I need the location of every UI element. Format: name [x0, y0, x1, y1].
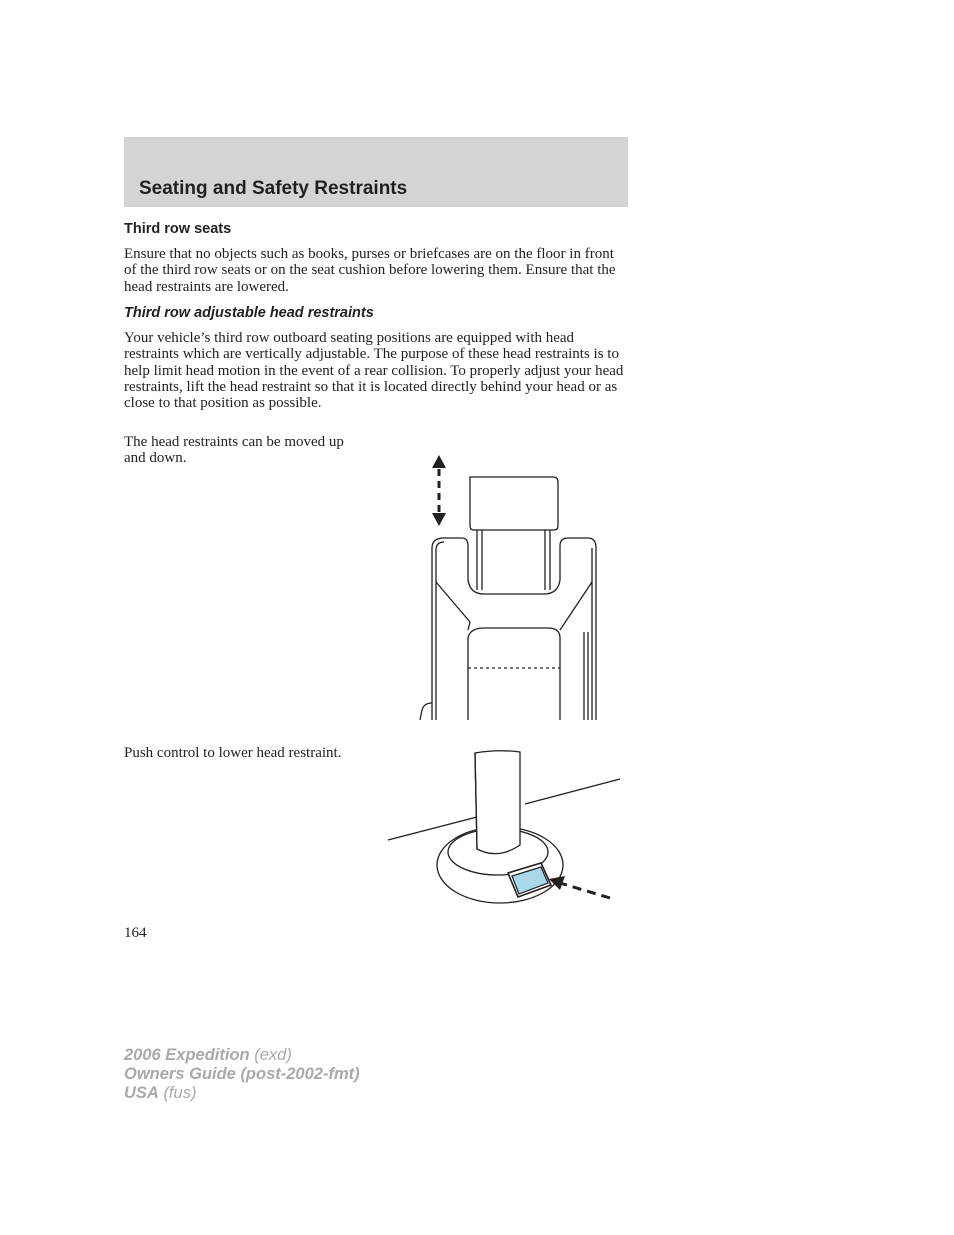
head-restraints-heading: Third row adjustable head restraints: [124, 305, 374, 321]
page-number: 164: [124, 925, 147, 941]
section-title: Seating and Safety Restraints: [139, 178, 408, 199]
footer-market-code: (fus): [163, 1084, 197, 1102]
footer-guide: Owners Guide (post-2002-fmt): [124, 1065, 360, 1083]
third-row-seats-paragraph: Ensure that no objects such as books, purses or briefcases are on the floor in front of the third row seats or on the seat cushion before lowering them. Ensure that the head restraints are lowered.: [124, 246, 616, 295]
move-up-down-caption: The head restraints can be moved up and down.: [124, 434, 344, 467]
footer-model: 2006 Expedition: [124, 1046, 250, 1064]
head-restraints-paragraph: Your vehicle’s third row outboard seating positions are equipped with head restraints which are vertically adjustable. The purpose of these head restraints is to help limit head motion in the event of a rear collision. To properly adjust your head restraints, lift the head restraint so that it is located directly behind your head or as close to that position as possible.: [124, 330, 624, 412]
document-footer: [124, 1046, 360, 1103]
third-row-seats-heading: Third row seats: [124, 221, 232, 237]
seat-head-restraint-illustration: [410, 450, 610, 725]
push-control-caption: Push control to lower head restraint.: [124, 745, 342, 761]
head-restraint-release-button-illustration: [385, 745, 625, 910]
footer-market: USA: [124, 1084, 159, 1102]
footer-model-code: (exd): [254, 1046, 292, 1064]
